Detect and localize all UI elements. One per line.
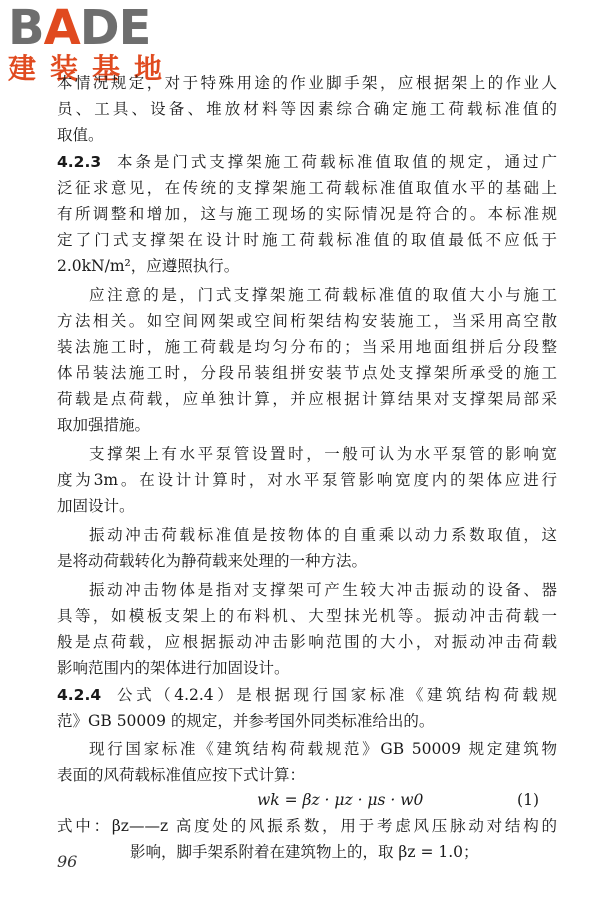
text-line: 有所调整和增加，这与施工现场的实际情况是符合的。本标准规 <box>57 205 557 223</box>
text-line: 方法相关。如空间网架或空间桁架结构安装施工，当采用高空散 <box>57 312 557 330</box>
logo-wordmark: BADE <box>8 0 151 56</box>
formula-expression: wk = βz · μz · μs · w0 <box>257 791 424 809</box>
text-line: 定了门式支撑架在设计时施工荷载标准值的取值最低不应低于 <box>57 231 557 249</box>
text-line: 表面的风荷载标准值应按下式计算： <box>57 766 306 784</box>
page-number: 96 <box>57 852 78 871</box>
text-line: 取值。 <box>57 126 104 144</box>
logo-chinese-name: 建装基地 <box>8 52 177 85</box>
text-line: 式中：βz——z 高度处的风振系数，用于考虑风压脉动对结构的 <box>57 817 557 835</box>
text-line: 范》GB 50009 的规定，并参考国外同类标准给出的。 <box>57 712 435 730</box>
text-line: 应注意的是，门式支撑架施工荷载标准值的取值大小与施工 <box>89 286 557 304</box>
text-line: 加固设计。 <box>57 497 135 515</box>
text-line: 泛征求意见，在传统的支撑架施工荷载标准值取值水平的基础上 <box>57 179 557 197</box>
text-line: 本情况规定，对于特殊用途的作业脚手架，应根据架上的作业人 <box>57 74 557 92</box>
text-line: 取加强措施。 <box>57 416 151 434</box>
formula-number: (1) <box>517 791 539 809</box>
text-line: 影响范围内的架体进行加固设计。 <box>57 659 290 677</box>
wind-load-formula <box>57 787 557 813</box>
text-line: 荷载是点荷载，应单独计算，并应根据计算结果对支撑架局部采 <box>57 390 557 408</box>
text-line: 现行国家标准《建筑结构荷载规范》GB 50009 规定建筑物 <box>89 740 557 758</box>
text-line: 是将动荷载转化为静荷载来处理的一种方法。 <box>57 552 368 570</box>
text-line: 般是点荷载，应根据振动冲击影响范围的大小，对振动冲击荷载 <box>57 633 557 651</box>
section-number: 4.2.3 <box>57 153 102 171</box>
text-line: 振动冲击荷载标准值是按物体的自重乘以动力系数取值，这 <box>89 526 557 544</box>
text-line: 公式（4.2.4）是根据现行国家标准《建筑结构荷载规 <box>117 686 557 704</box>
text-line: 员、工具、设备、堆放材料等因素综合确定施工荷载标准值的 <box>57 100 557 118</box>
text-line: 体吊装法施工时，分段吊装组拼安装节点处支撑架所承受的施工 <box>57 364 557 382</box>
text-line: 本条是门式支撑架施工荷载标准值取值的规定，通过广 <box>117 153 557 171</box>
text-line: 装法施工时，施工荷载是均匀分布的；当采用地面组拼后分段整 <box>57 338 557 356</box>
text-line: 影响，脚手架系附着在建筑物上的，取 βz = 1.0； <box>130 843 479 861</box>
text-line: 度为3m。在设计计算时，对水平泵管影响宽度内的架体应进行 <box>57 471 557 489</box>
text-line: 2.0kN/m²，应遵照执行。 <box>57 257 240 275</box>
text-line: 振动冲击物体是指对支撑架可产生较大冲击振动的设备、器 <box>89 581 557 599</box>
text-line: 具等，如模板支架上的布料机、大型抹光机等。振动冲击荷载一 <box>57 607 557 625</box>
text-line: 支撑架上有水平泵管设置时，一般可认为水平泵管的影响宽 <box>89 445 557 463</box>
section-number: 4.2.4 <box>57 686 102 704</box>
